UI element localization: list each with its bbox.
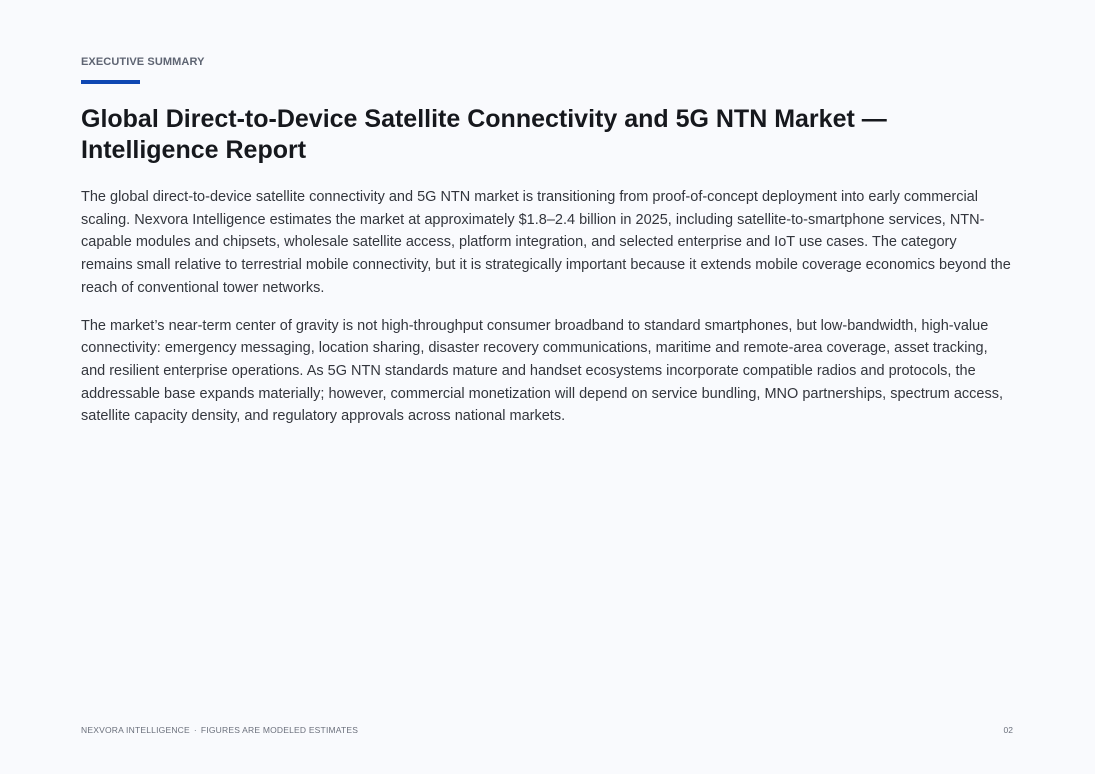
footer-separator: · <box>193 725 197 735</box>
page-title: Global Direct-to-Device Satellite Connectivity and 5G NTN Market — Intelligence Report <box>81 105 887 164</box>
footer-source <box>81 725 358 735</box>
footer-note: FIGURES ARE MODELED ESTIMATES <box>200 725 359 735</box>
page-number: 02 <box>1003 725 1013 735</box>
summary-paragraph-1: The global direct-to-device satellite connectivity and 5G NTN market is transitioning from proof-of-concept deployment into early commercial scaling. Nexvora Intelligence estimates the market at approximately $1.8–2.4 billion in 2025, including satellite-to-smartphone services, NTN-capable modules and chipsets, wholesale satellite access, platform integration, and selected enterprise and IoT use cases. The category remains small relative to terrestrial mobile connectivity, but it is strategically important because it extends mobile coverage economics beyond the reach of conventional tower networks. <box>81 189 1011 296</box>
footer-brand: NEXVORA INTELLIGENCE <box>81 725 190 735</box>
accent-rule <box>81 80 140 84</box>
eyebrow-label: EXECUTIVE SUMMARY <box>81 56 205 68</box>
summary-paragraph-2: The market’s near-term center of gravity is not high-throughput consumer broadband to standard smartphones, but low-bandwidth, high-value connectivity: emergency messaging, location sharing, disaster recovery communications, maritime and remote-area coverage, asset tracking, and resilient enterprise operations. As 5G NTN standards mature and handset ecosystems incorporate compatible radios and protocols, the addressable base expands materially; however, commercial monetization will depend on service bundling, MNO partnerships, spectrum access, satellite capacity density, and regulatory approvals across national markets. <box>81 317 1004 425</box>
summary-body <box>81 186 1011 443</box>
